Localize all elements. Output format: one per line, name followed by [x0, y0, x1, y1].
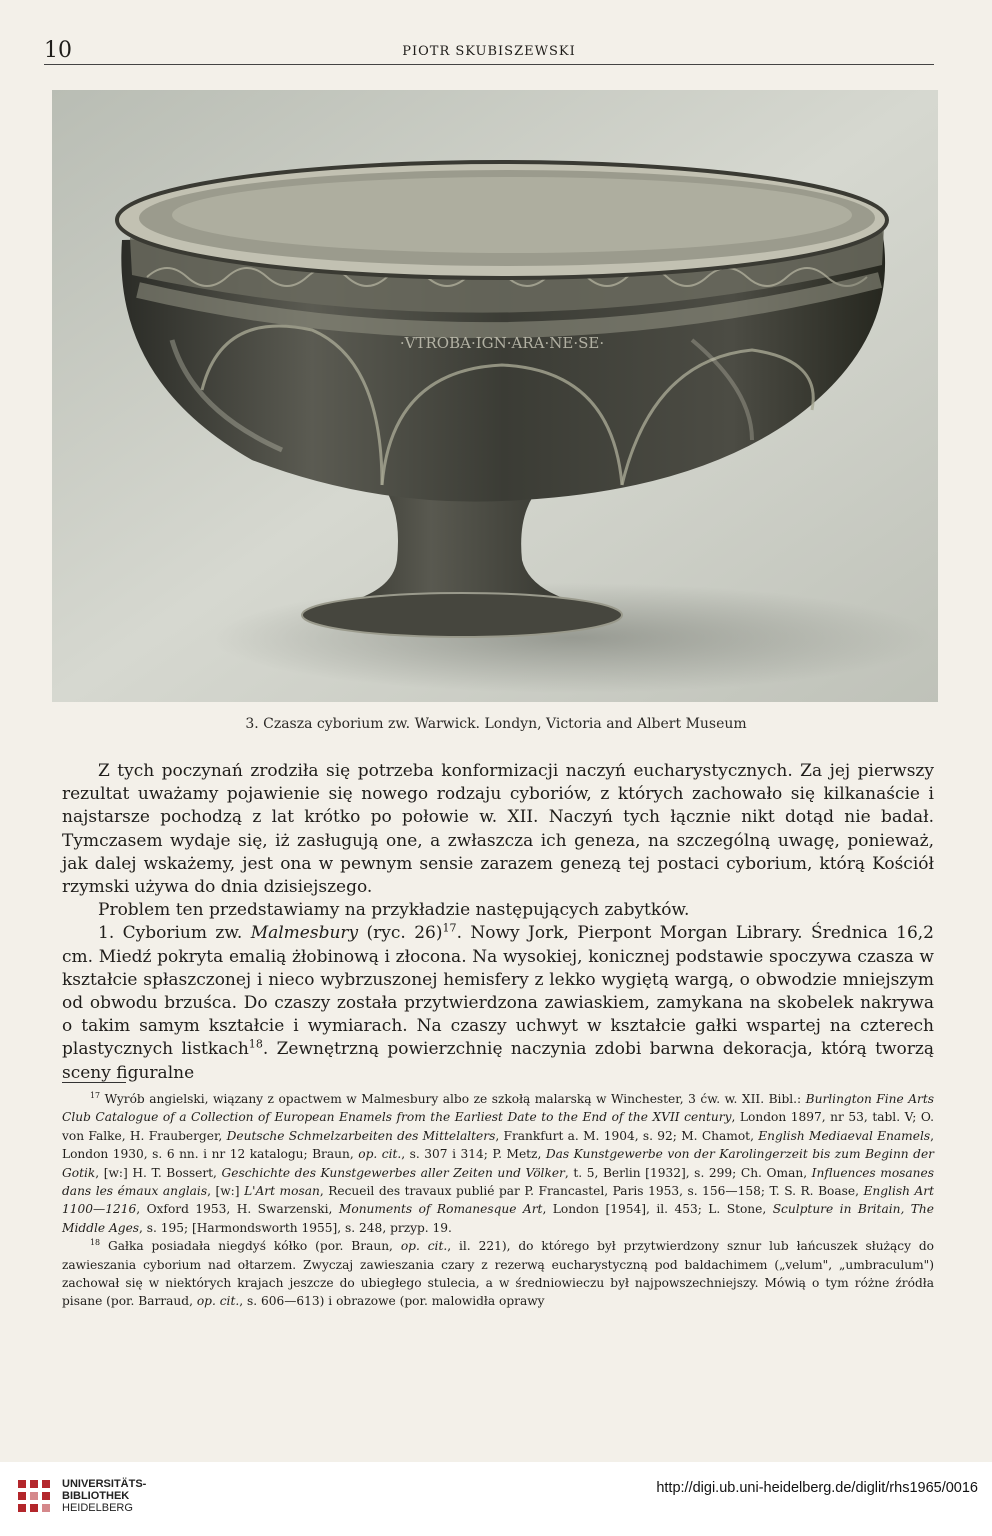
footnote-text: , t. 5, Berlin [1932], s. 299; Ch. Oman, — [564, 1165, 812, 1180]
footnote-number: 17 — [90, 1090, 101, 1100]
footnote-title: Das Kunstgewerbe von der Karolingerzeit bis zum Beginn der Gotik — [62, 1147, 934, 1180]
footnote-text: Gałka posiadała niegdyś kółko (por. Braun, — [100, 1239, 401, 1254]
library-name-line: HEIDELBERG — [62, 1502, 133, 1514]
footnote-18 — [62, 1237, 934, 1311]
footnote-title: op. cit. — [400, 1239, 448, 1254]
footnote-title: L'Art mosan — [244, 1184, 320, 1199]
ciborium-bowl-image — [52, 90, 938, 702]
footnote-text: , [w:] — [207, 1184, 245, 1199]
item-title: Malmesbury — [250, 923, 359, 944]
paragraph-item-1 — [62, 922, 934, 1084]
footnote-title: op. cit. — [196, 1294, 240, 1309]
library-name — [62, 1478, 146, 1514]
paragraph: Z tych poczynań zrodziła się potrzeba konformizacji naczyń eucharystycznych. Za jej pierwszy rezultat uważamy pojawienie się nowego rodzaju cyboriów, z których zachowało się kilkanaście i najstarsze pochodzą z lat krótko po połowie w. XII. Naczyń tych łącznie nikt dotąd nie badał. Tymczasem wydaje się, iż zasługują one, a zwłaszcza ich geneza, na szczególną uwagę, ponieważ, jak dalej wskażemy, jest ona w pewnym sensie zarazem genezą tej postaci cyborium, którą Kościół rzymski używa do dnia dzisiejszego. — [62, 761, 934, 898]
footnote-text: , [w:] H. T. Bossert, — [95, 1165, 222, 1180]
item-text: . Nowy Jork, Pierpont Morgan Library. Średnica 16,2 cm. Miedź pokryta emalią żłobinową i złocona. Na wysokiej, konicznej podstawie spoczywa czasza w kształcie spłaszczonej i nieco wybrzuszonej hemisfery z lekko wygiętą wargą, o obwodzie mniejszym od obwodu brzuśca. Do czaszy została przytwierdzona zawiaskiem, zamykana na skobelek nakrywa o takim samym kształcie i wymiarach. Na czaszy uchwyt w kształcie gałki wspartej na czterech plastycznych listkach — [62, 923, 934, 1060]
item-lead: 1. Cyborium zw. — [98, 923, 251, 944]
footnote-title: Deutsche Schmelzarbeiten des Mittelalters — [226, 1128, 496, 1143]
university-library-logo-icon — [14, 1476, 54, 1516]
footnote-ref: 18 — [248, 1037, 263, 1051]
footnote-title: Geschichte des Kunstgewerbes aller Zeiten und Völker — [221, 1165, 565, 1180]
footnote-title: Sculpture in Britain, The Middle Ages — [62, 1202, 934, 1235]
footnote-title: Monuments of Romanesque Art — [338, 1202, 543, 1217]
item-text: . Zewnętrzną powierzchnię naczynia zdobi barwna dekoracja, którą tworzą sceny figuralne — [62, 1039, 934, 1083]
footer-bar — [0, 1462, 992, 1536]
library-name-line: BIBLIOTHEK — [62, 1490, 130, 1502]
footnote-title: op. cit. — [358, 1147, 402, 1162]
library-name-line: UNIVERSITÄTS- — [62, 1478, 147, 1490]
footnote-text: , London 1897, nr 53, tabl. V; O. von Falke, H. Frauberger, — [62, 1110, 934, 1143]
source-url-link[interactable]: http://digi.ub.uni-heidelberg.de/diglit/rhs1965/0016 — [656, 1480, 978, 1496]
figure-photograph — [52, 90, 938, 702]
footnote-title: Burlington Fine Arts Club Catalogue of a Collection of European Enamels from the Earliest Date to the End of the XVII century — [62, 1092, 934, 1125]
footnote-text: , s. 307 i 314; P. Metz, — [401, 1147, 546, 1162]
footnote-ref: 17 — [442, 921, 457, 935]
footnote-number: 18 — [90, 1238, 101, 1248]
footnote-rule — [62, 1082, 126, 1083]
footnote-text: , s. 606—613) i obrazowe (por. malowidła oprawy — [239, 1294, 545, 1309]
footnote-title: Influences mosanes dans les émaux anglais — [62, 1165, 934, 1199]
inscription-text: ·VTROBA·IGN·ARA·NE·SE· — [399, 334, 605, 352]
paragraph: Problem ten przedstawiamy na przykładzie następujących zabytków. — [98, 900, 690, 921]
footnotes — [62, 1090, 934, 1311]
item-ref: (ryc. 26) — [358, 923, 443, 944]
footnote-text: , Frankfurt a. M. 1904, s. 92; M. Chamot, — [495, 1128, 759, 1143]
page-number: 10 — [44, 38, 72, 63]
footnote-text: , il. 221), do którego był przytwierdzony sznur lub łańcuszek służący do zawieszania cyborium nad ołtarzem. Zwyczaj zawieszania czary z rezerwą eucharystyczną pod baldachimem („velum", „umbraculum") zachował się w niektórych krajach jeszcze do ubiegłego stulecia, a w średniowieczu był najpowszechniejszy. Mówią o tym różne źródła pisane (por. Barraud, — [62, 1239, 934, 1309]
footnote-text: , s. 195; [Harmondsworth 1955], s. 248, przyp. 19. — [139, 1220, 452, 1235]
header-rule — [44, 64, 934, 65]
footnote-title: English Mediaeval Enamels — [758, 1128, 931, 1143]
page-header — [44, 38, 934, 66]
body-text — [62, 760, 934, 1085]
footnote-text: , Oxford 1953, H. Swarzenski, — [136, 1202, 339, 1217]
figure-caption: 3. Czasza cyborium zw. Warwick. Londyn, Victoria and Albert Museum — [245, 716, 747, 732]
footnote-text: Wyrób angielski, wiązany z opactwem w Malmesbury albo ze szkołą malarską w Winchester, 3 ćw. w. XII. Bibl.: — [100, 1092, 806, 1106]
footnote-text: , London 1930, s. 6 nn. i nr 12 katalogu; Braun, — [62, 1128, 934, 1162]
footnote-17 — [62, 1090, 934, 1237]
footnote-text: , London [1954], il. 453; L. Stone, — [542, 1202, 773, 1217]
footnote-text: , Recueil des travaux publié par P. Francastel, Paris 1953, s. 156—158; T. S. R. Boase, — [319, 1184, 864, 1199]
footnote-title: English Art 1100—1216 — [62, 1184, 934, 1217]
running-title: PIOTR SKUBISZEWSKI — [402, 44, 576, 59]
